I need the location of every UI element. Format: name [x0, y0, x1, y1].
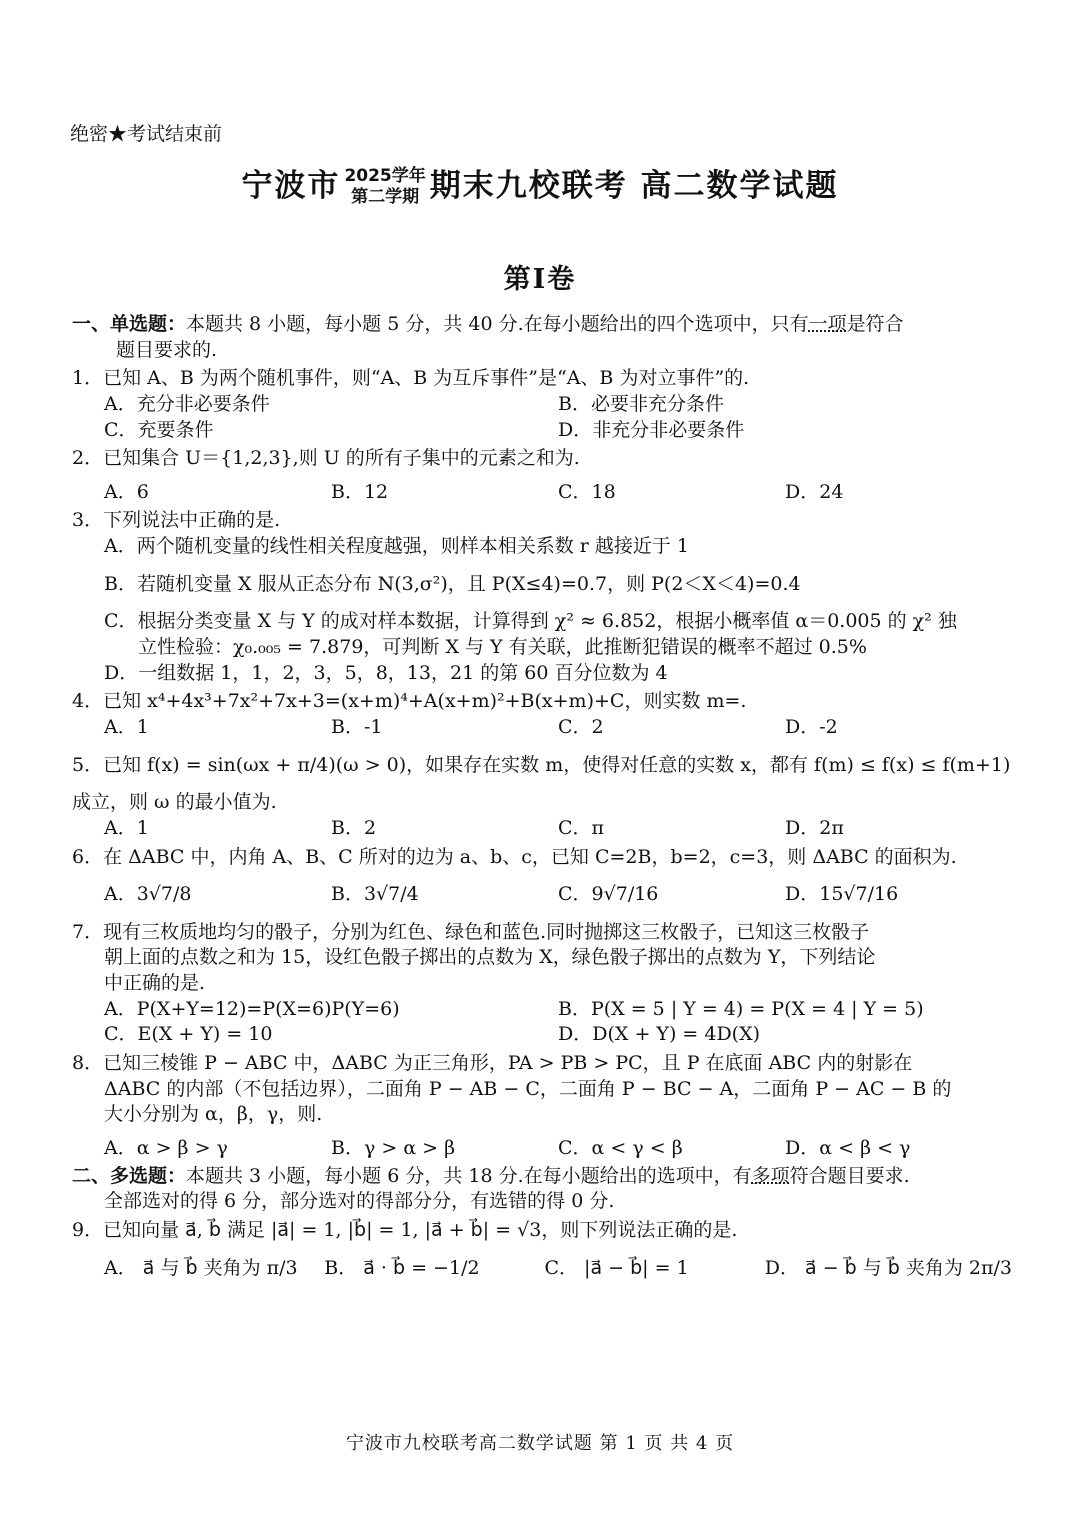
option-b: B． a⃗ · b⃗ = −1/2: [324, 1256, 480, 1279]
question-stem: 1．已知 A、B 为两个随机事件，则“A、B 为互斥事件”是“A、B 为对立事件”的.: [72, 367, 750, 390]
option-d: D．24: [785, 480, 844, 503]
option-a: A． a⃗ 与 b⃗ 夹角为 π/3: [104, 1256, 298, 1279]
options: [72, 1136, 1012, 1162]
option-c: C．18: [558, 480, 616, 503]
question-4: [72, 689, 1012, 740]
question-stem-cont: 中正确的是.: [104, 972, 206, 995]
question-2: [72, 446, 1012, 505]
section-single-choice: [72, 312, 1012, 363]
option-c: C．2: [558, 715, 604, 738]
options: [72, 480, 1012, 506]
option-a: A．1: [104, 816, 149, 839]
option-a: A．3√7/8: [104, 883, 192, 906]
question-8: [72, 1051, 1012, 1162]
question-stem: 5．已知 f(x) = sin(ωx + π/4)(ω > 0)，如果存在实数 m，使得对任意的实数 x，都有 f(m) ≤ f(x) ≤ f(m+1): [72, 753, 1011, 776]
options: [72, 1256, 1012, 1282]
option-d: D．-2: [785, 715, 838, 738]
option-d: D．D(X + Y) = 4D(X): [558, 1023, 761, 1046]
question-6: [72, 845, 1012, 908]
question-stem: 2．已知集合 U＝{1,2,3},则 U 的所有子集中的元素之和为.: [72, 447, 580, 470]
option-c: C． |a⃗ − b⃗| = 1: [544, 1256, 689, 1279]
question-3: [72, 508, 1012, 686]
question-1: [72, 366, 1012, 443]
option-b: B．P(X = 5 | Y = 4) = P(X = 4 | Y = 5): [558, 997, 924, 1020]
question-stem: 6．在 ΔABC 中，内角 A、B、C 所对的边为 a、b、c，已知 C=2B，b=2，c=3，则 ΔABC 的面积为.: [72, 845, 957, 868]
question-stem-cont: 朝上面的点数之和为 15，设红色骰子掷出的点数为 X，绿色骰子掷出的点数为 Y，下列结论: [104, 946, 876, 969]
section-emphasis: 一项: [808, 313, 847, 335]
option-d: D．15√7/16: [785, 883, 899, 906]
question-stem: 7．现有三枚质地均匀的骰子，分别为红色、绿色和蓝色.同时抛掷这三枚骰子，已知这三枚骰子: [72, 920, 870, 943]
option-a: A．6: [104, 480, 149, 503]
section-emphasis: 多项: [751, 1164, 790, 1187]
question-stem-cont: 大小分别为 α，β，γ，则.: [104, 1103, 323, 1126]
option-a: A．α > β > γ: [104, 1136, 228, 1159]
question-stem: 8．已知三棱锥 P − ABC 中，ΔABC 为正三角形，PA > PB > PC，且 P 在底面 ABC 内的射影在: [72, 1052, 913, 1075]
question-7: [72, 920, 1012, 1048]
option-b: B．2: [331, 816, 377, 839]
option-c: C．根据分类变量 X 与 Y 的成对样本数据，计算得到 χ² ≈ 6.852，根据小概率值 α＝0.005 的 χ² 独: [104, 610, 957, 633]
section-head: 二、多选题：: [72, 1164, 187, 1187]
option-b: B．3√7/4: [331, 883, 419, 906]
option-d: D．非充分非必要条件: [558, 418, 745, 441]
exam-content: [72, 310, 1012, 1281]
title-exam-name: 期末九校联考 高二数学试题: [429, 168, 839, 205]
option-b: B．γ > α > β: [331, 1136, 456, 1159]
option-a: A．P(X+Y=12)=P(X=6)P(Y=6): [104, 997, 400, 1020]
question-9: [72, 1218, 1012, 1281]
option-d: D．一组数据 1，1，2，3，5，8，13，21 的第 60 百分位数为 4: [104, 661, 668, 684]
option-a: A．1: [104, 715, 149, 738]
question-stem: 4．已知 x⁴+4x³+7x²+7x+3=(x+m)⁴+A(x+m)²+B(x+m)+C，则实数 m=.: [72, 690, 747, 713]
section-head: 一、单选题：: [72, 313, 187, 335]
option-d: D．2π: [785, 816, 844, 839]
question-5: [72, 753, 1012, 842]
page-title: [0, 166, 1080, 209]
confidential-label: 绝密★考试结束前: [70, 123, 223, 145]
option-c: C．α < γ < β: [558, 1136, 683, 1159]
option-c: C．充要条件: [104, 418, 214, 441]
title-city: 宁波市: [241, 168, 341, 205]
title-year: 2025学年: [344, 166, 426, 186]
section-text-cont: 题目要求的.: [116, 338, 218, 361]
section-text: 本题共 3 小题，每小题 6 分，共 18 分.在每小题给出的选项中，有: [186, 1164, 752, 1187]
section-multi-choice: [72, 1164, 1012, 1215]
options: [72, 882, 1012, 908]
volume-heading: 第Ⅰ卷: [503, 264, 577, 295]
option-b: B．若随机变量 X 服从正态分布 N(3,σ²)，且 P(X≤4)=0.7，则 P(2＜X＜4)=0.4: [104, 572, 801, 595]
title-term-stack: [344, 166, 425, 209]
section-text-end: 符合题目要求.: [789, 1164, 910, 1187]
option-b: B．-1: [331, 715, 383, 738]
option-d: D． a⃗ − b⃗ 与 b⃗ 夹角为 2π/3: [764, 1256, 1012, 1279]
options: [72, 715, 1012, 741]
question-stem-cont: 成立，则 ω 的最小值为.: [72, 791, 277, 814]
options: [72, 997, 1012, 1048]
section-text: 本题共 8 小题，每小题 5 分，共 40 分.在每小题给出的四个选项中，只有: [186, 313, 809, 335]
option-d: D．α < β < γ: [785, 1136, 911, 1159]
options: [72, 534, 1012, 686]
section-text-cont: 全部选对的得 6 分，部分选对的得部分分，有选错的得 0 分.: [104, 1190, 615, 1213]
options: [72, 816, 1012, 842]
page-footer: 宁波市九校联考高二数学试题 第 1 页 共 4 页: [345, 1433, 735, 1454]
option-b: B．12: [331, 480, 389, 503]
option-c: C．E(X + Y) = 10: [104, 1023, 273, 1046]
title-semester: 第二学期: [351, 187, 420, 208]
option-a: A．两个随机变量的线性相关程度越强，则样本相关系数 r 越接近于 1: [104, 535, 690, 558]
option-c-cont: 立性检验：χ₀.₀₀₅ = 7.879，可判断 X 与 Y 有关联，此推断犯错误的概率不超过 0.5%: [138, 636, 867, 659]
question-stem: 9．已知向量 a⃗, b⃗ 满足 |a⃗| = 1, |b⃗| = 1, |a⃗ + b⃗| = √3，则下列说法正确的是.: [72, 1218, 738, 1241]
section-text-end: 是符合: [846, 313, 904, 335]
options: [72, 392, 1012, 443]
option-a: A．充分非必要条件: [104, 392, 270, 415]
question-stem: 3．下列说法中正确的是.: [72, 509, 281, 532]
option-c: C．π: [558, 816, 605, 839]
option-b: B．必要非充分条件: [558, 392, 724, 415]
question-stem-cont: ΔABC 的内部（不包括边界），二面角 P − AB − C，二面角 P − BC − A，二面角 P − AC − B 的: [104, 1077, 952, 1100]
option-c: C．9√7/16: [558, 883, 659, 906]
